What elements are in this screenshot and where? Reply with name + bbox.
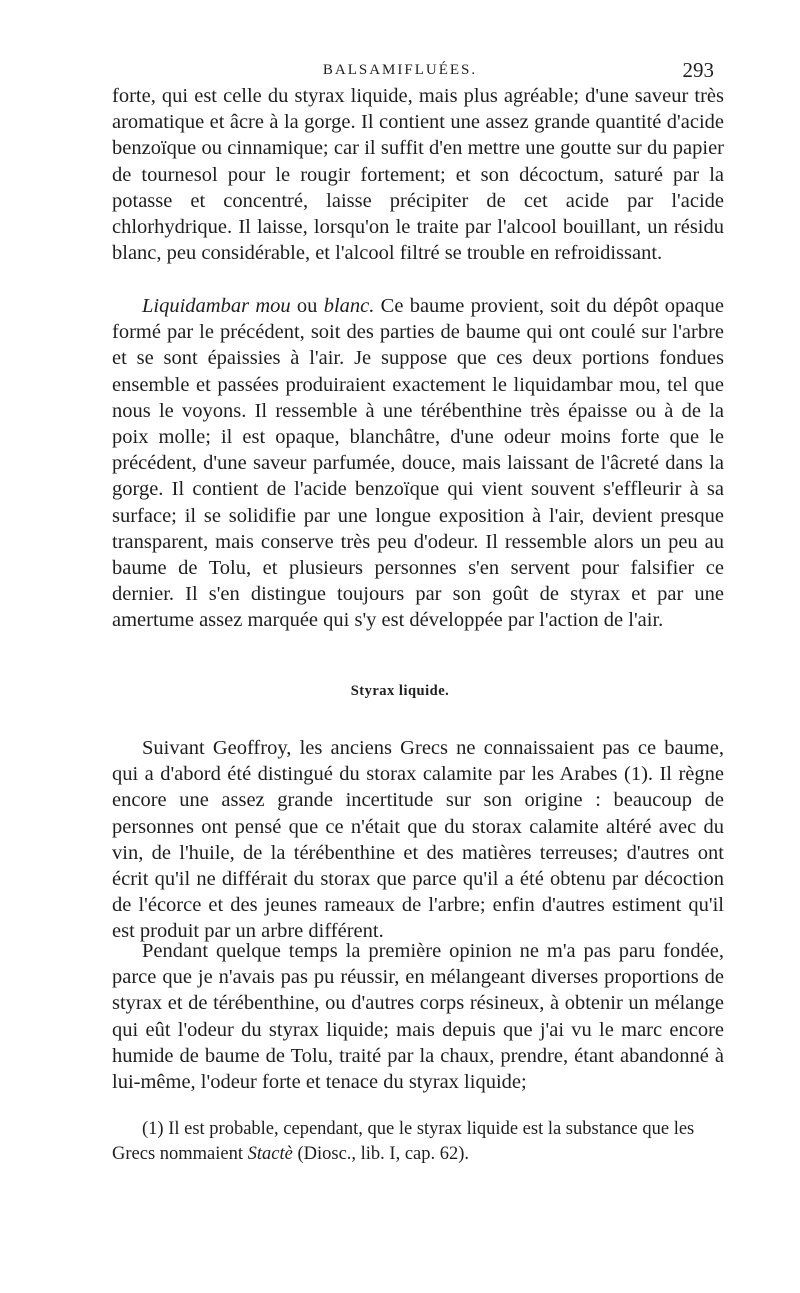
liquidambar-connector: ou <box>290 295 324 317</box>
paragraph-styrax-origin <box>112 735 724 945</box>
running-title: BALSAMIFLUÉES. <box>322 62 478 78</box>
section-heading-styrax-liquide: Styrax liquide. <box>350 683 450 699</box>
footnote-text-before: (1) Il est probable, cependant, que le styrax liquide est la substance que les Grecs nommaient <box>112 1119 695 1164</box>
liquidambar-title-italic-2: blanc. <box>323 295 375 317</box>
paragraph-continuation <box>112 83 724 266</box>
footnote-text-after: (Diosc., lib. I, cap. 62). <box>292 1144 470 1164</box>
paragraph-pendant <box>112 938 724 1095</box>
paragraph-text: forte, qui est celle du styrax liquide, mais plus agréable; d'une saveur très aromatique et âcre à la gorge. Il contient une assez grande quantité d'acide benzoïque ou cinnamique; car il suffit d'en mettre une goutte sur du papier de tournesol pour le rougir fortement; et son décoctum, saturé par la potasse et concentré, laisse précipiter de cet acide par l'acide chlorhydrique. Il laisse, lorsqu'on le traite par l'alcool bouillant, un résidu blanc, peu considérable, et l'alcool filtré se trouble en refroidissant. <box>112 85 724 265</box>
paragraph-text: Suivant Geoffroy, les anciens Grecs ne connaissaient pas ce baume, qui a d'abord été distingué du storax calamite par les Arabes (1). Il règne encore une assez grande incertitude sur son origine : beaucoup de personnes ont pensé que ce n'était que du storax calamite altéré avec du vin, de l'huile, de la térébenthine et des matières terreuses; d'autres ont écrit qu'il ne différait du storax que parce qu'il a été obtenu par décoction de l'écorce et des jeunes rameaux de l'arbre; enfin d'autres estiment qu'il est produit par un arbre différent. <box>112 737 724 943</box>
paragraph-text: Pendant quelque temps la première opinion ne m'a pas paru fondée, parce que je n'avais pas pu réussir, en mélangeant diverses proportions de styrax et de térébenthine, ou d'autres corps résineux, à obtenir un mélange qui eût l'odeur du styrax liquide; mais depuis que j'ai vu le marc encore humide de baume de Tolu, traité par la chaux, prendre, étant abandonné à lui-même, l'odeur forte et tenace du styrax liquide; <box>112 940 724 1094</box>
paragraph-liquidambar-mou <box>112 293 724 634</box>
page-number: 293 <box>682 58 714 82</box>
liquidambar-title-italic: Liquidambar mou <box>142 295 291 317</box>
footnote <box>112 1117 726 1167</box>
liquidambar-body: Ce baume provient, soit du dépôt opaque formé par le précédent, soit des parties de baume qui ont coulé sur l'arbre et se sont épaissies à l'air. Je suppose que ces deux portions fondues ensemble et passées produiraient exactement le liquidambar mou, tel que nous le voyons. Il ressemble à une térébenthine très épaisse ou à de la poix molle; il est opaque, blanchâtre, d'une odeur moins forte que le précédent, d'une saveur parfumée, douce, mais laissant de l'âcreté dans la gorge. Il contient de l'acide benzoïque qui vient souvent s'effleurir à sa surface; il se solidifie par une longue exposition à l'air, devient presque transparent, mais conserve très peu d'odeur. Il ressemble alors un peu au baume de Tolu, et plusieurs personnes s'en servent pour falsifier ce dernier. Il s'en distingue toujours par son goût de styrax et par une amertume assez marquée qui s'y est développée par l'action de l'air. <box>112 295 724 632</box>
footnote-italic-term: Stactè <box>247 1144 293 1164</box>
